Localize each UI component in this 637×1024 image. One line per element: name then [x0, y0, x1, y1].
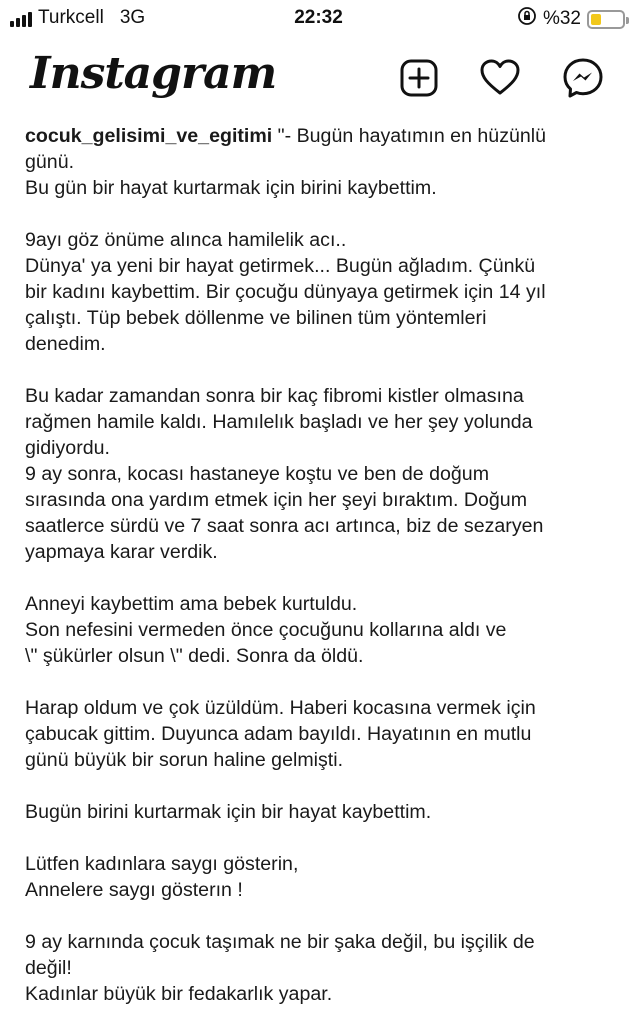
heart-icon[interactable]	[478, 56, 522, 100]
caption-line: 9 ay karnında çocuk taşımak ne bir şaka değil, bu işçilik de	[25, 931, 535, 953]
messenger-icon[interactable]	[561, 56, 605, 100]
caption-line: Kadınlar büyük bir fedakarlık yapar.	[25, 983, 333, 1005]
caption-line: \" şükürler olsun \" dedi. Sonra da öldü.	[25, 645, 364, 667]
caption-line: saatlerce sürdü ve 7 saat sonra acı artınca, biz de sezaryen	[25, 515, 544, 537]
battery-icon	[587, 10, 625, 29]
instagram-logo[interactable]: Instagram	[30, 48, 277, 99]
caption-line: Bu kadar zamandan sonra bir kaç fibromi kistler olmasına	[25, 385, 524, 407]
network-type: 3G	[119, 7, 146, 28]
caption-line: sırasında ona yardım etmek için her şeyi bıraktım. Doğum	[25, 489, 528, 511]
status-right	[517, 6, 625, 32]
caption-line: Annelere saygı gösterın !	[25, 879, 243, 901]
new-post-icon[interactable]	[397, 56, 441, 100]
caption-line: çalıştı. Tüp bebek döllenme ve bilinen tüm yöntemleri	[25, 307, 487, 329]
caption-line: yapmaya karar verdik.	[25, 541, 218, 563]
status-time: 22:32	[294, 7, 343, 28]
post-caption	[25, 123, 625, 1007]
caption-line: rağmen hamile kaldı. Hamılelık başladı ve her şey yolunda	[25, 411, 533, 433]
caption-line: 9 ay sonra, kocası hastaneye koştu ve ben de doğum	[25, 463, 490, 485]
caption-line: 9ayı göz önüme alınca hamilelik acı..	[25, 229, 347, 251]
carrier-name: Turkcell	[38, 7, 104, 28]
caption-line: Bugün birini kurtarmak için bir hayat kaybettim.	[25, 801, 432, 823]
paragraph-gap	[25, 357, 625, 383]
caption-line: Dünya' ya yeni bir hayat getirmek... Bugün ağladım. Çünkü	[25, 255, 536, 277]
paragraph-gap	[25, 903, 625, 929]
caption-first-line	[25, 123, 625, 149]
caption-line: Son nefesini vermeden önce çocuğunu kollarına aldı ve	[25, 619, 507, 641]
paragraph-gap	[25, 201, 625, 227]
paragraph-gap	[25, 825, 625, 851]
caption-line: Lütfen kadınlara saygı gösterin,	[25, 853, 299, 875]
caption-line: çabucak gittim. Duyunca adam bayıldı. Hayatının en mutlu	[25, 723, 532, 745]
paragraph-gap	[25, 669, 625, 695]
caption-line: günü.	[25, 151, 75, 173]
battery-percent: %32	[542, 8, 581, 29]
caption-line: bir kadını kaybettim. Bir çocuğu dünyaya getirmek için 14 yıl	[25, 281, 546, 303]
caption-lines	[25, 149, 625, 1007]
caption-start: "- Bugün hayatımın en hüzünlü	[272, 125, 547, 147]
paragraph-gap	[25, 773, 625, 799]
paragraph-gap	[25, 565, 625, 591]
caption-line: Harap oldum ve çok üzüldüm. Haberi kocasına vermek için	[25, 697, 536, 719]
app-header	[0, 40, 637, 118]
caption-line: denedim.	[25, 333, 106, 355]
caption-line: değil!	[25, 957, 72, 979]
post-username[interactable]: cocuk_gelisimi_ve_egitimi	[25, 125, 273, 147]
status-bar	[0, 0, 637, 36]
caption-line: Anneyi kaybettim ama bebek kurtuldu.	[25, 593, 358, 615]
caption-line: Bu gün bir hayat kurtarmak için birini kaybettim.	[25, 177, 437, 199]
orientation-lock-icon	[517, 6, 537, 32]
caption-line: gidiyordu.	[25, 437, 110, 459]
caption-line: günü büyük bir sorun haline gelmişti.	[25, 749, 344, 771]
